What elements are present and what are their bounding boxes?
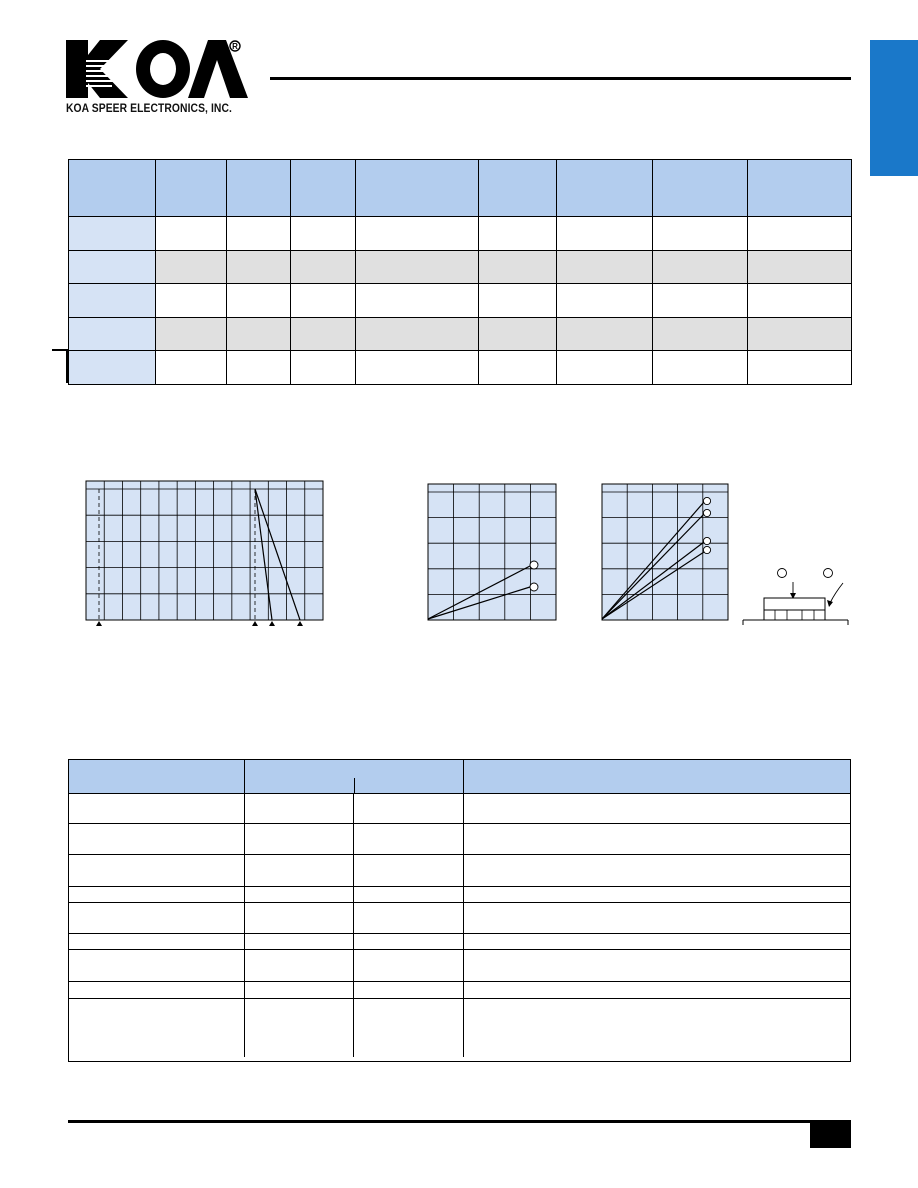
- perf-row: [68, 855, 851, 887]
- spec-header-cell: [653, 160, 748, 217]
- axis-marker: [297, 621, 303, 626]
- spec-row: [69, 251, 852, 284]
- pointer-arrow-2: [830, 583, 843, 603]
- spec-header-cell: [156, 160, 227, 217]
- curve-marker-1: [703, 497, 710, 504]
- page-number-badge: [810, 1123, 851, 1148]
- spec-row: [69, 284, 852, 318]
- chart-plot-area: [86, 481, 323, 620]
- perf-header-cell: [244, 760, 463, 794]
- spec-row-header: [69, 251, 156, 284]
- perf-row: [68, 999, 851, 1057]
- header-rule: [270, 77, 851, 80]
- component-diagram: [740, 563, 852, 625]
- spec-row: [69, 351, 852, 385]
- registered-mark: R: [232, 42, 238, 51]
- spec-row: [69, 217, 852, 251]
- spec-row-header: [69, 284, 156, 318]
- axis-marker: [252, 621, 258, 626]
- curve-marker-2: [703, 509, 710, 516]
- perf-row: [68, 887, 851, 903]
- substrate: [764, 610, 825, 620]
- spec-header-cell: [356, 160, 479, 217]
- perf-row: [68, 982, 851, 999]
- perf-row: [68, 903, 851, 934]
- perf-row: [68, 934, 851, 950]
- company-name: KOA SPEER ELECTRONICS, INC.: [66, 101, 232, 115]
- resistor-body: [764, 598, 825, 610]
- perf-header-cell: [463, 760, 851, 794]
- label-marker-2: [824, 569, 833, 578]
- label-marker-1: [778, 569, 787, 578]
- spec-header-cell: [748, 160, 852, 217]
- spec-header-cell: [557, 160, 653, 217]
- characteristic-chart-1: [426, 482, 560, 624]
- spec-header-cell: [479, 160, 557, 217]
- perf-row: [68, 824, 851, 855]
- derating-chart: [84, 479, 326, 629]
- spec-row-header: [69, 217, 156, 251]
- section-side-tab: [870, 40, 918, 176]
- curve-marker-3: [703, 537, 710, 544]
- spec-header-cell: [227, 160, 291, 217]
- spec-row-header: [69, 351, 156, 385]
- margin-mark: [66, 349, 68, 383]
- perf-header-cell: [68, 760, 244, 794]
- spec-header-row: [69, 160, 852, 217]
- koa-logo-mark: [66, 38, 252, 98]
- curve-marker-2: [530, 583, 538, 591]
- footer-rule: [68, 1120, 851, 1123]
- specification-table: [68, 159, 852, 385]
- axis-marker: [269, 621, 275, 626]
- axis-marker: [96, 621, 102, 626]
- spec-row-header: [69, 318, 156, 351]
- performance-table: [68, 759, 851, 1057]
- curve-marker-1: [530, 561, 538, 569]
- spec-header-cell: [291, 160, 356, 217]
- characteristic-chart-2: [600, 482, 732, 624]
- curve-marker-4: [703, 546, 710, 553]
- chart-plot-area: [428, 484, 556, 620]
- perf-row: [68, 950, 851, 982]
- perf-row: [68, 794, 851, 824]
- koa-logo: [66, 38, 252, 124]
- perf-header-row: [68, 760, 851, 794]
- spec-row: [69, 318, 852, 351]
- spec-header-cell: [69, 160, 156, 217]
